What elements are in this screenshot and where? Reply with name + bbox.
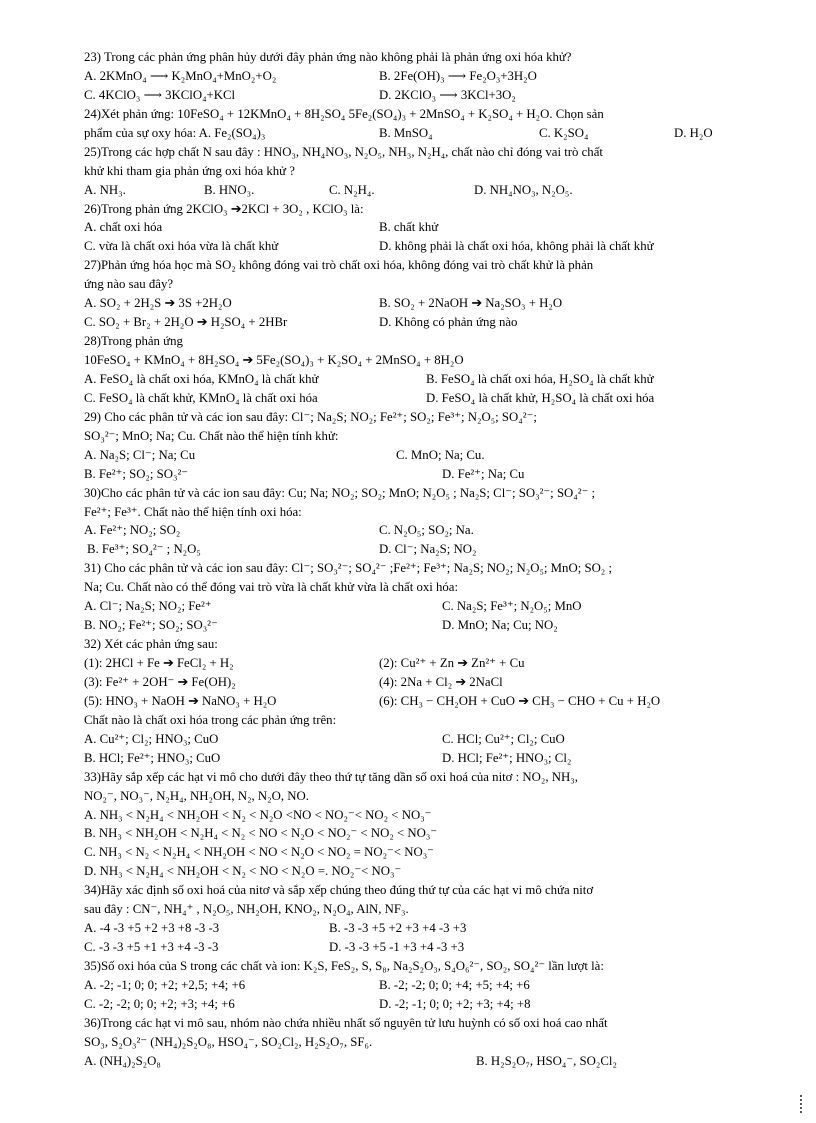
- option-c: C. Na₂S; Fe³⁺; N₂O₅; MnO: [442, 599, 582, 614]
- option-a: A. Cl⁻; Na₂S; NO₂; Fe²⁺: [84, 599, 212, 614]
- question-29-options-row-1: [84, 446, 744, 465]
- question-30-stem: 30)Cho các phân tử và các ion sau đây: Cu; Na; NO₂; SO₂; MnO; N₂O₅ ; Na₂S; Cl⁻; SO₃²⁻; SO₄²⁻ ;: [84, 485, 596, 500]
- option-b: B. -2; -2; 0; 0; +4; +5; +4; +6: [379, 977, 530, 992]
- question-23-stem: 23) Trong các phản ứng phân hủy dưới đây phản ứng nào không phải là phản ứng oxi hóa khử?: [84, 50, 572, 64]
- reaction-4: (4): 2Na + Cl₂ ➔ 2NaCl: [379, 674, 503, 689]
- reaction-5: (5): HNO₃ + NaOH ➔ NaNO₃ + H₂O: [84, 693, 277, 708]
- document-page: [84, 48, 744, 1071]
- option-d: D. Fe²⁺; Na; Cu: [442, 466, 525, 481]
- reaction-2: (2): Cu²⁺ + Zn ➔ Zn²⁺ + Cu: [379, 656, 525, 670]
- option-b: B. MnSO₄: [379, 125, 433, 140]
- option-c: C. N₂O₅; SO₂; Na.: [379, 523, 474, 538]
- question-29-options-row-2: [84, 465, 744, 484]
- option-c: C. -3 -3 +5 +1 +3 +4 -3 -3: [84, 940, 219, 955]
- option-a: A. SO₂ + 2H₂S ➔ 3S +2H₂O: [84, 296, 232, 311]
- question-28-equation: 10FeSO₄ + KMnO₄ + 8H₂SO₄ ➔ 5Fe₂(SO₄)₃ + K₂SO₄ + 2MnSO₄ + 8H₂O: [84, 353, 464, 367]
- option-a: A. -2; -1; 0; 0; +2; +2,5; +4; +6: [84, 977, 246, 992]
- option-d: D. FeSO₄ là chất khử, H₂SO₄ là chất oxi hóa: [426, 390, 655, 405]
- option-b: B. NO₂; Fe²⁺; SO₂; SO₃²⁻: [84, 618, 218, 633]
- option-c: C. HCl; Cu²⁺; Cl₂; CuO: [442, 731, 565, 746]
- question-32-reactions-row-2: [84, 673, 744, 692]
- option-b: B. 2Fe(OH)₃ ⟶ Fe₂O₃+3H₂O: [379, 68, 537, 83]
- question-26-stem: 26)Trong phản ứng 2KClO₃ ➔2KCl + 3O₂ , KClO₃ là:: [84, 201, 364, 216]
- question-31-options-row-2: [84, 616, 744, 635]
- question-26-options-row-1: [84, 218, 744, 237]
- question-29-stem: 29) Cho các phân tử và các ion sau đây: Cl⁻; Na₂S; NO₂; Fe²⁺; SO₂; Fe³⁺; N₂O₅; SO₄²⁻;: [84, 409, 537, 424]
- question-32-options-row-2: [84, 749, 744, 768]
- question-31-options-row-1: [84, 597, 744, 616]
- question-27-stem: 27)Phản ứng hóa học mà SO₂ không đóng vai trò chất oxi hóa, không đóng vai trò chất khử là phản: [84, 258, 594, 273]
- question-24-options: [84, 124, 744, 143]
- question-30-stem-2: Fe²⁺; Fe³⁺. Chất nào thể hiện tính oxi hóa:: [84, 504, 302, 519]
- page-edge-marker: [786, 1095, 802, 1113]
- option-b: B. NH₃ < NH₂OH < N₂H₄ < N₂ < NO < N₂O < NO₂⁻ < NO₂ < NO₃⁻: [84, 826, 438, 841]
- question-35-options-row-1: [84, 976, 744, 995]
- option-d: D. NH₃ < N₂H₄ < NH₂OH < N₂ < NO < N₂O =. NO₂⁻< NO₃⁻: [84, 864, 402, 879]
- option-c: C. K₂SO₄: [539, 125, 589, 140]
- option-a: A. Fe²⁺; NO₂; SO₂: [84, 523, 181, 538]
- option-b: B. Fe²⁺; SO₂; SO₃²⁻: [84, 466, 189, 481]
- question-36-stem: 36)Trong các hạt vi mô sau, nhóm nào chứa nhiều nhất số nguyên tử lưu huỳnh có số oxi hoá cao nhất: [84, 1015, 608, 1030]
- option-c: C. MnO; Na; Cu.: [396, 447, 485, 462]
- option-a: A. Cu²⁺; Cl₂; HNO₃; CuO: [84, 731, 219, 746]
- option-d: D. Cl⁻; Na₂S; NO₂: [379, 542, 477, 557]
- option-d: D. NH₄NO₃, N₂O₅.: [474, 182, 573, 197]
- reaction-6: (6): CH₃ − CH₂OH + CuO ➔ CH₃ − CHO + Cu + H₂O: [379, 693, 661, 708]
- question-34-options-row-1: [84, 919, 744, 938]
- option-a: A. FeSO₄ là chất oxi hóa, KMnO₄ là chất khử: [84, 371, 319, 386]
- question-36-options: [84, 1052, 744, 1071]
- option-c: C. NH₃ < N₂ < N₂H₄ < NH₂OH < NO < N₂O < NO₂ = NO₂⁻< NO₃⁻: [84, 845, 434, 860]
- option-c: C. FeSO₄ là chất khử, KMnO₄ là chất oxi hóa: [84, 390, 318, 405]
- question-34-stem: 34)Hãy xác định số oxi hoá của nitơ và sắp xếp chúng theo đúng thứ tự của các hạt vi mô chứa nitơ: [84, 883, 594, 898]
- option-a: A. NH₃ < N₂H₄ < NH₂OH < N₂ < N₂O <NO < NO₂⁻< NO₂ < NO₃⁻: [84, 807, 432, 822]
- question-23-options-row-1: [84, 67, 744, 86]
- question-33-stem-2: NO₂⁻, NO₃⁻, N₂H₄, NH₂OH, N₂, N₂O, NO.: [84, 788, 309, 803]
- question-31-stem-2: Na; Cu. Chất nào có thể đóng vai trò vừa là chất khử vừa là chất oxi hóa:: [84, 580, 459, 595]
- option-b: B. Fe³⁺; SO₄²⁻ ; N₂O₅: [87, 542, 201, 557]
- option-c: C. N₂H₄.: [329, 182, 375, 197]
- question-33-stem: 33)Hãy sắp xếp các hạt vi mô cho dưới đây theo thứ tự tăng dần số oxi hoá của nitơ : NO₂, NH₃,: [84, 769, 578, 784]
- option-d: D. 2KClO₃ ⟶ 3KCl+3O₂: [379, 87, 516, 102]
- question-27-stem-2: ứng nào sau đây?: [84, 277, 174, 292]
- option-a: A. 2KMnO₄ ⟶ K₂MnO₄+MnO₂+O₂: [84, 68, 277, 83]
- option-d: D. H₂O: [674, 125, 713, 140]
- question-28-options-row-2: [84, 389, 744, 408]
- option-d: D. -3 -3 +5 -1 +3 +4 -3 +3: [329, 940, 465, 955]
- option-b: B. FeSO₄ là chất oxi hóa, H₂SO₄ là chất khử: [426, 371, 654, 386]
- question-25-stem-2: khử khi tham gia phản ứng oxi hóa khử ?: [84, 163, 295, 178]
- question-30-options-row-2: [84, 540, 744, 559]
- question-35-options-row-2: [84, 995, 744, 1014]
- question-32-stem: 32) Xét các phản ứng sau:: [84, 637, 218, 652]
- option-c: C. -2; -2; 0; 0; +2; +3; +4; +6: [84, 996, 235, 1011]
- reaction-3: (3): Fe²⁺ + 2OH⁻ ➔ Fe(OH)₂: [84, 674, 236, 689]
- question-30-options-row-1: [84, 521, 744, 540]
- question-25-stem: 25)Trong các hợp chất N sau đây : HNO₃, NH₄NO₃, N₂O₅, NH₃, N₂H₄, chất nào chỉ đóng vai trò chất: [84, 144, 603, 159]
- question-32-ask: Chất nào là chất oxi hóa trong các phản ứng trên:: [84, 712, 337, 727]
- option-a: A. Na₂S; Cl⁻; Na; Cu: [84, 447, 196, 462]
- question-31-stem: 31) Cho các phân tử và các ion sau đây: Cl⁻; SO₃²⁻; SO₄²⁻ ;Fe²⁺; Fe³⁺; Na₂S; NO₂; N₂O₅; MnO; SO₂ ;: [84, 561, 613, 576]
- option-a: A. chất oxi hóa: [84, 220, 163, 235]
- question-28-options-row-1: [84, 370, 744, 389]
- option-a: A. NH₃.: [84, 182, 126, 197]
- question-26-options-row-2: [84, 237, 744, 256]
- question-23-options-row-2: [84, 86, 744, 105]
- question-35-stem: 35)Số oxi hóa của S trong các chất và ion: K₂S, FeS₂, S, S₈, Na₂S₂O₃, S₄O₆²⁻, SO₂, SO₄²⁻ lần lượt là:: [84, 959, 604, 973]
- option-b: B. HNO₃.: [204, 182, 255, 197]
- question-28-stem: 28)Trong phản ứng: [84, 334, 183, 349]
- question-25-options: [84, 181, 744, 200]
- option-a: A. (NH₄)₂S₂O₈: [84, 1053, 161, 1068]
- question-27-options-row-1: [84, 294, 744, 313]
- question-32-reactions-row-1: [84, 654, 744, 673]
- option-d: D. không phải là chất oxi hóa, không phải là chất khử: [379, 239, 654, 254]
- option-d: D. Không có phản ứng nào: [379, 315, 518, 330]
- question-34-options-row-2: [84, 938, 744, 957]
- question-24-stem-2: phẩm của sự oxy hóa: A. Fe₂(SO₄)₃: [84, 125, 266, 140]
- option-d: D. MnO; Na; Cu; NO₂: [442, 618, 558, 633]
- option-b: B. -3 -3 +5 +2 +3 +4 -3 +3: [329, 921, 467, 936]
- option-c: C. vừa là chất oxi hóa vừa là chất khử: [84, 239, 279, 254]
- question-27-options-row-2: [84, 313, 744, 332]
- option-c: C. SO₂ + Br₂ + 2H₂O ➔ H₂SO₄ + 2HBr: [84, 315, 288, 330]
- option-a: A. -4 -3 +5 +2 +3 +8 -3 -3: [84, 921, 220, 936]
- question-32-reactions-row-3: [84, 692, 744, 711]
- option-b: B. HCl; Fe²⁺; HNO₃; CuO: [84, 750, 221, 765]
- option-d: D. -2; -1; 0; 0; +2; +3; +4; +8: [379, 996, 531, 1011]
- option-b: B. H₂S₂O₇, HSO₄⁻, SO₂Cl₂: [476, 1053, 617, 1068]
- option-b: B. SO₂ + 2NaOH ➔ Na₂SO₃ + H₂O: [379, 296, 563, 311]
- question-24-stem: 24)Xét phản ứng: 10FeSO₄ + 12KMnO₄ + 8H₂SO₄ 5Fe₂(SO₄)₃ + 2MnSO₄ + K₂SO₄ + H₂O. Chọn sản: [84, 106, 604, 121]
- question-36-stem-2: SO₃, S₂O₃²⁻ (NH₄)₂S₂O₈, HSO₄⁻, SO₂Cl₂, H₂S₂O₇, SF₆.: [84, 1034, 373, 1049]
- option-c: C. 4KClO₃ ⟶ 3KClO₄+KCl: [84, 87, 236, 102]
- question-34-stem-2: sau đây : CN⁻, NH₄⁺ , N₂O₅, NH₂OH, KNO₂, N₂O₄, AlN, NF₃.: [84, 902, 409, 917]
- question-29-stem-2: SO₃²⁻; MnO; Na; Cu. Chất nào thể hiện tính khử:: [84, 428, 339, 443]
- option-b: B. chất khử: [379, 220, 439, 235]
- reaction-1: (1): 2HCl + Fe ➔ FeCl₂ + H₂: [84, 656, 234, 670]
- option-d: D. HCl; Fe²⁺; HNO₃; Cl₂: [442, 750, 572, 765]
- question-32-options-row-1: [84, 730, 744, 749]
